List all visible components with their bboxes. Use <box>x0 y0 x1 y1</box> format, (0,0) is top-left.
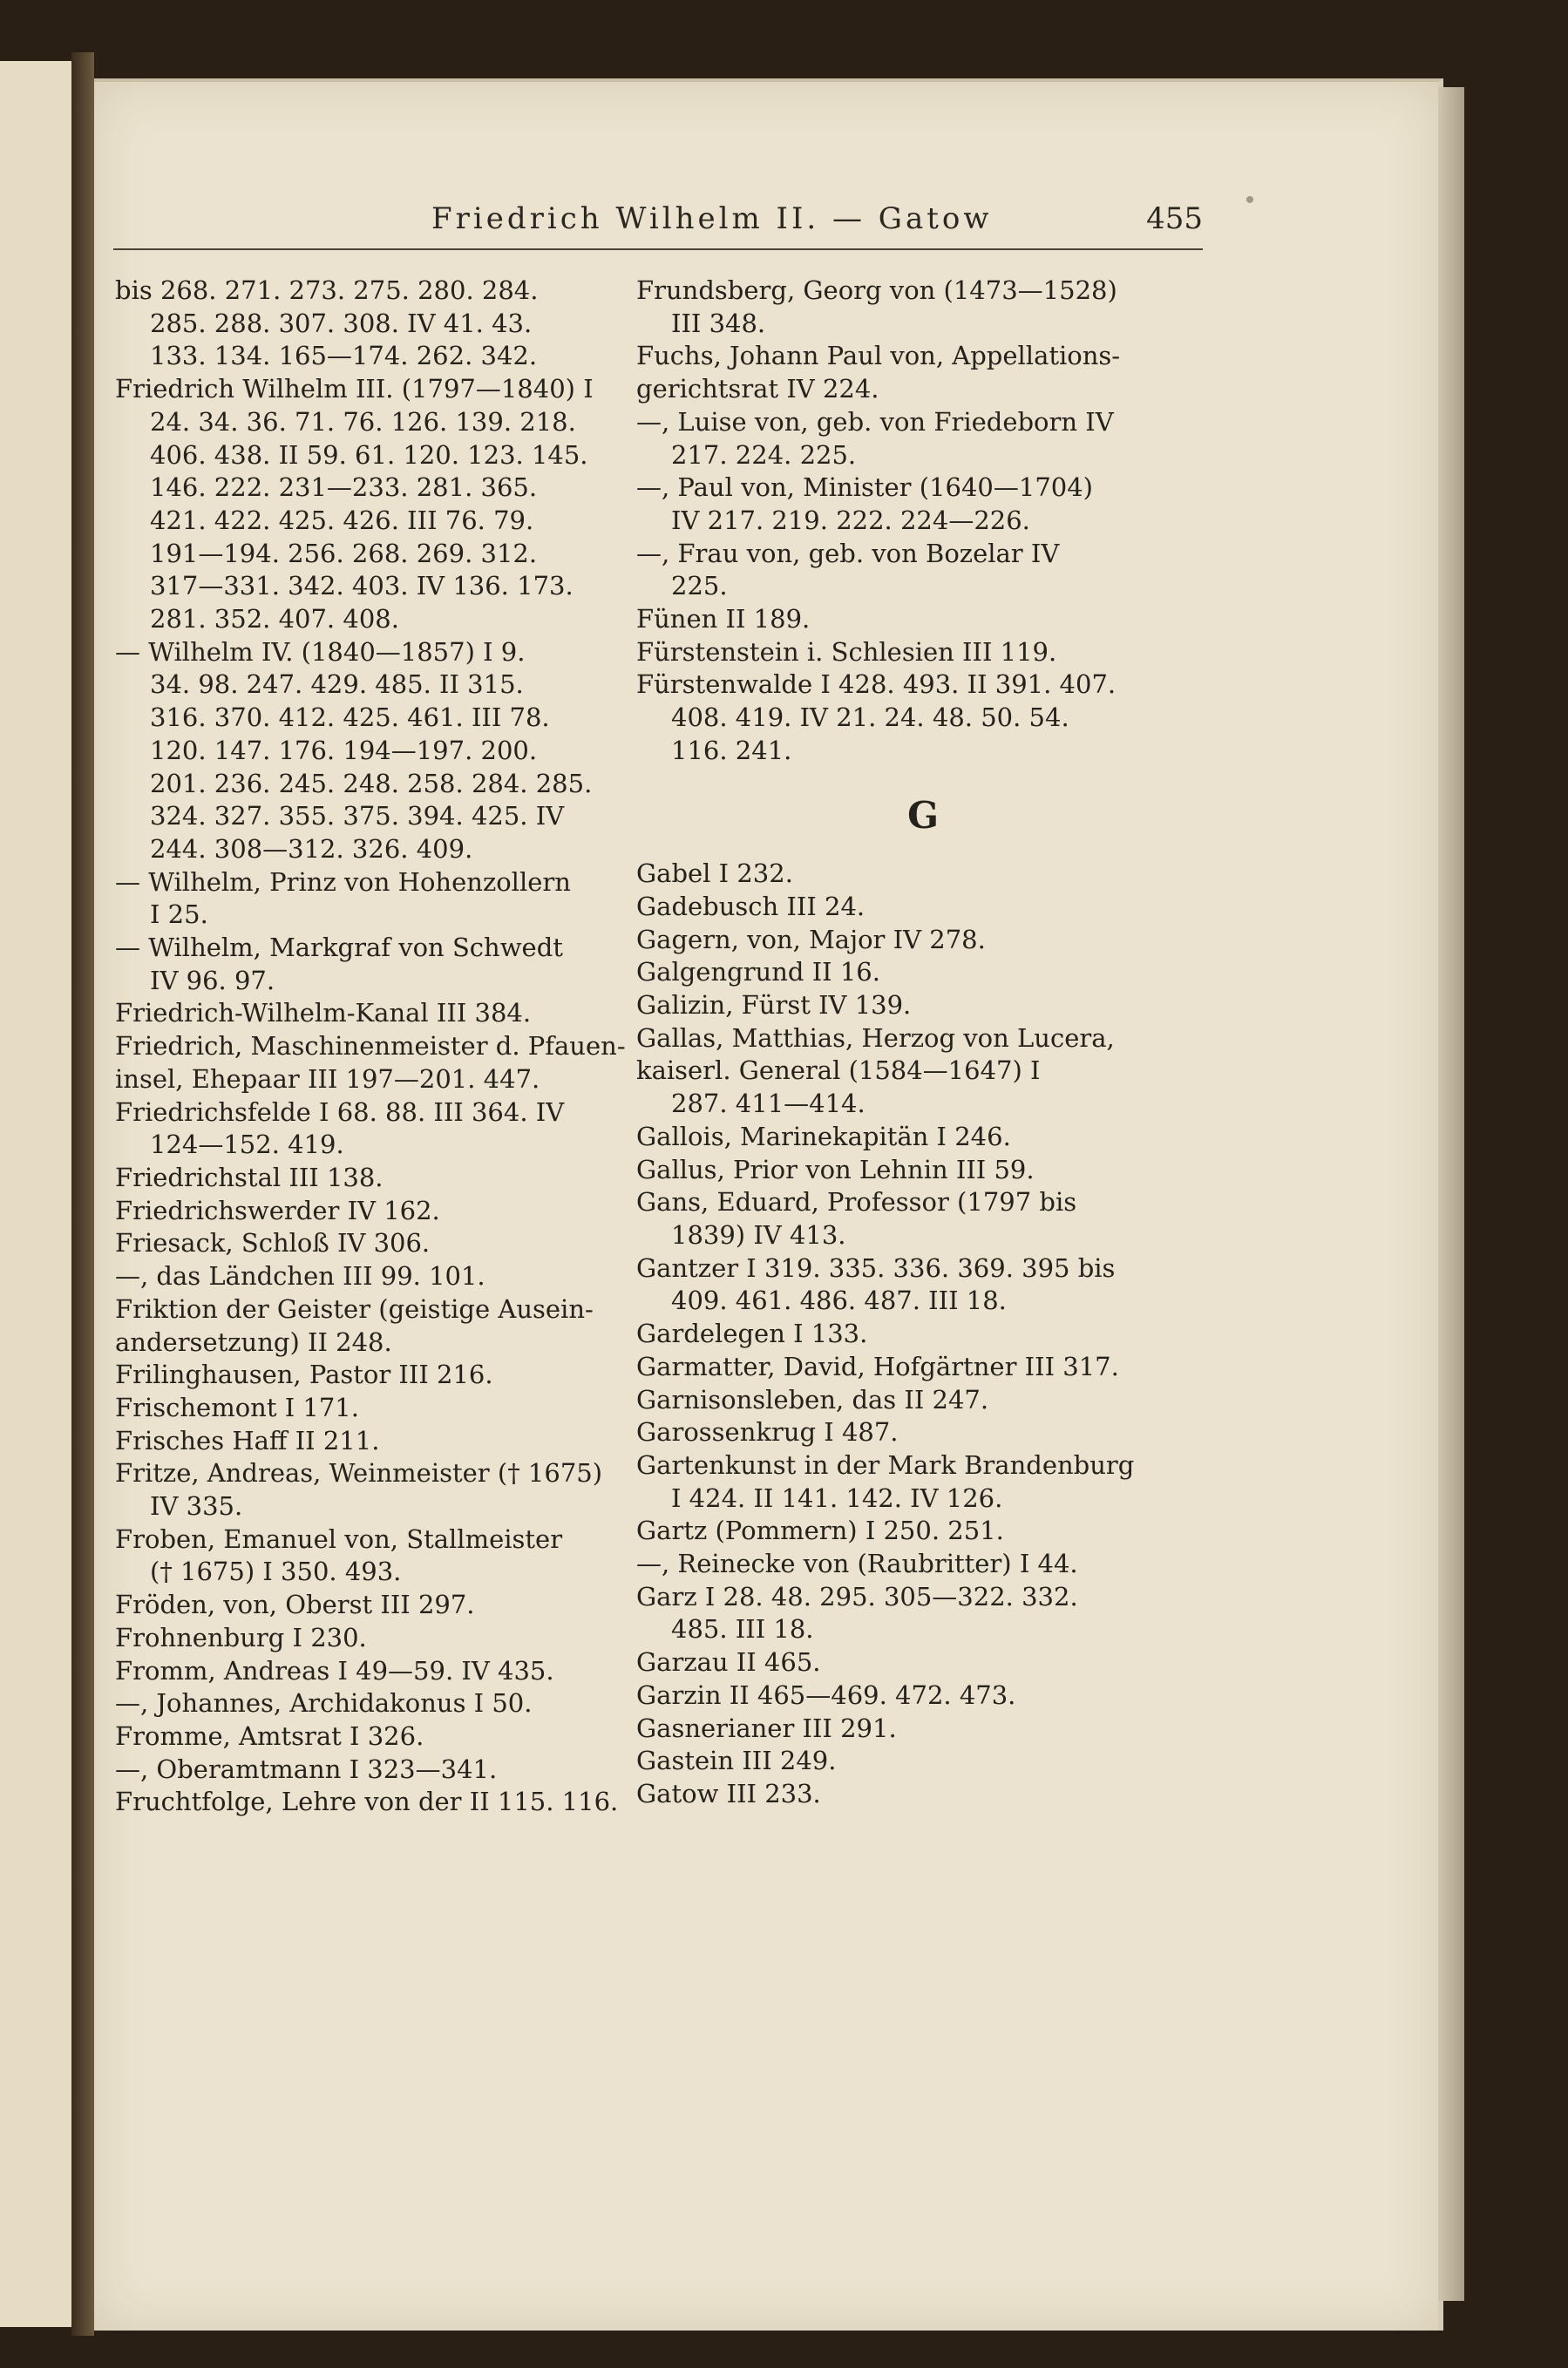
index-line: Gartz (Pommern) I 250. 251. <box>636 1516 1004 1546</box>
index-line: Gartenkunst in der Mark Brandenburg <box>636 1449 1135 1480</box>
right-column-top <box>636 275 1212 768</box>
index-line: 287. 411—414. <box>671 1089 865 1119</box>
index-line: Frischemont I 171. <box>115 1392 359 1422</box>
right-column <box>636 275 1212 1811</box>
index-line: IV 335. <box>150 1491 243 1522</box>
index-line: 34. 98. 247. 429. 485. II 315. <box>150 669 524 700</box>
index-line: Friedrichswerder IV 162. <box>115 1195 440 1225</box>
index-line: 408. 419. IV 21. 24. 48. 50. 54. <box>671 702 1069 733</box>
index-line: 244. 308—312. 326. 409. <box>150 833 473 864</box>
index-line: Friedrich Wilhelm III. (1797—1840) I <box>115 374 594 404</box>
index-line: Gagern, von, Major IV 278. <box>636 924 986 954</box>
index-line: Garzin II 465—469. 472. 473. <box>636 1679 1016 1710</box>
index-line: Frisches Haff II 211. <box>115 1425 380 1455</box>
index-line: 406. 438. II 59. 61. 120. 123. 145. <box>150 439 588 470</box>
index-line: Gallois, Marinekapitän I 246. <box>636 1121 1011 1151</box>
index-line: Fritze, Andreas, Weinmeister († 1675) <box>115 1458 603 1489</box>
book-gutter <box>71 52 94 2336</box>
index-line: IV 217. 219. 222. 224—226. <box>671 505 1030 535</box>
index-line: Friesack, Schloß IV 306. <box>115 1228 431 1259</box>
page-mark <box>1246 196 1253 203</box>
index-line: 120. 147. 176. 194—197. 200. <box>150 735 538 765</box>
section-letter: G <box>907 793 940 837</box>
index-line: 316. 370. 412. 425. 461. III 78. <box>150 702 550 733</box>
index-line: —, Johannes, Archidakonus I 50. <box>115 1688 533 1719</box>
index-line: Gallus, Prior von Lehnin III 59. <box>636 1154 1035 1184</box>
index-line: Gardelegen I 133. <box>636 1319 868 1349</box>
index-line: Gatow III 233. <box>636 1778 821 1808</box>
index-line: Fromme, Amtsrat I 326. <box>115 1720 424 1751</box>
index-line: Gantzer I 319. 335. 336. 369. 395 bis <box>636 1252 1116 1283</box>
index-line: Friedrichstal III 138. <box>115 1162 384 1192</box>
index-line: Gasnerianer III 291. <box>636 1713 897 1743</box>
index-line: Fromm, Andreas I 49—59. IV 435. <box>115 1655 554 1686</box>
index-line: bis 268. 271. 273. 275. 280. 284. <box>115 275 539 305</box>
index-line: Gabel I 232. <box>636 858 793 889</box>
index-line: Garzau II 465. <box>636 1647 821 1678</box>
index-line: 281. 352. 407. 408. <box>150 604 399 634</box>
index-line: 409. 461. 486. 487. III 18. <box>671 1286 1007 1316</box>
index-line: Fuchs, Johann Paul von, Appellations- <box>636 341 1121 371</box>
index-line: 217. 224. 225. <box>671 439 857 470</box>
index-line: —, Frau von, geb. von Bozelar IV <box>636 538 1060 568</box>
index-line: — Wilhelm IV. (1840—1857) I 9. <box>115 636 526 667</box>
index-line: Frilinghausen, Pastor III 216. <box>115 1360 493 1390</box>
running-header <box>113 196 1203 250</box>
index-line: 116. 241. <box>671 735 792 765</box>
index-line: — Wilhelm, Markgraf von Schwedt <box>115 933 563 963</box>
index-line: IV 96. 97. <box>150 965 275 995</box>
index-line: 1839) IV 413. <box>671 1219 846 1250</box>
index-line: Fünen II 189. <box>636 604 811 634</box>
index-line: insel, Ehepaar III 197—201. 447. <box>115 1063 540 1094</box>
index-line: Friedrich, Maschinenmeister d. Pfauen- <box>115 1031 626 1062</box>
index-line: Gastein III 249. <box>636 1746 837 1776</box>
index-line: 225. <box>671 571 728 601</box>
index-line: — Wilhelm, Prinz von Hohenzollern <box>115 866 571 897</box>
index-line: 201. 236. 245. 248. 258. 284. 285. <box>150 768 593 798</box>
index-line: gerichtsrat IV 224. <box>636 374 879 404</box>
page-number: 455 <box>1146 201 1203 236</box>
right-column-bottom <box>636 858 1212 1810</box>
index-line: Fürstenstein i. Schlesien III 119. <box>636 636 1057 667</box>
index-line: 421. 422. 425. 426. III 76. 79. <box>150 505 534 535</box>
index-line: —, Reinecke von (Raubritter) I 44. <box>636 1549 1078 1579</box>
index-line: III 348. <box>671 308 766 338</box>
index-line: I 25. <box>150 899 208 930</box>
index-line: 24. 34. 36. 71. 76. 126. 139. 218. <box>150 406 576 437</box>
index-line: Gadebusch III 24. <box>636 891 865 921</box>
left-column <box>115 275 690 1819</box>
index-line: 285. 288. 307. 308. IV 41. 43. <box>150 308 533 338</box>
index-line: 317—331. 342. 403. IV 136. 173. <box>150 571 574 601</box>
index-line: Garnisonsleben, das II 247. <box>636 1384 989 1415</box>
index-line: Galgengrund II 16. <box>636 957 880 987</box>
index-line: —, Luise von, geb. von Friedeborn IV <box>636 406 1114 437</box>
index-line: —, das Ländchen III 99. 101. <box>115 1261 485 1292</box>
index-line: 485. III 18. <box>671 1614 814 1645</box>
index-line: 324. 327. 355. 375. 394. 425. IV <box>150 801 565 831</box>
index-line: († 1675) I 350. 493. <box>150 1557 402 1587</box>
index-line: Friedrich-Wilhelm-Kanal III 384. <box>115 998 532 1028</box>
left-page-edge <box>0 61 74 2327</box>
index-line: kaiserl. General (1584—1647) I <box>636 1055 1041 1086</box>
header-title: Friedrich Wilhelm II. — Gatow <box>431 201 993 236</box>
index-line: Fruchtfolge, Lehre von der II 115. 116. <box>115 1787 619 1817</box>
index-line: Fröden, von, Oberst III 297. <box>115 1590 475 1620</box>
index-line: Garmatter, David, Hofgärtner III 317. <box>636 1351 1119 1381</box>
index-line: Frohnenburg I 230. <box>115 1622 367 1652</box>
index-line: Galizin, Fürst IV 139. <box>636 990 912 1021</box>
index-line: Gallas, Matthias, Herzog von Lucera, <box>636 1022 1115 1053</box>
index-line: Friedrichsfelde I 68. 88. III 364. IV <box>115 1096 565 1127</box>
index-line: Garz I 28. 48. 295. 305—322. 332. <box>636 1581 1078 1611</box>
index-line: Friktion der Geister (geistige Ausein- <box>115 1293 594 1324</box>
page-edge-right <box>1438 87 1464 2301</box>
index-line: Garossenkrug I 487. <box>636 1417 899 1448</box>
index-line: 191—194. 256. 268. 269. 312. <box>150 538 538 568</box>
index-line: —, Paul von, Minister (1640—1704) <box>636 472 1093 503</box>
index-line: —, Oberamtmann I 323—341. <box>115 1754 498 1784</box>
index-line: Froben, Emanuel von, Stallmeister <box>115 1523 563 1554</box>
index-line: 133. 134. 165—174. 262. 342. <box>150 341 538 371</box>
index-line: andersetzung) II 248. <box>115 1326 392 1357</box>
index-line: 124—152. 419. <box>150 1130 344 1160</box>
index-line: Gans, Eduard, Professor (1797 bis <box>636 1187 1077 1218</box>
index-line: I 424. II 141. 142. IV 126. <box>671 1483 1003 1513</box>
index-line: 146. 222. 231—233. 281. 365. <box>150 472 538 503</box>
index-line: Frundsberg, Georg von (1473—1528) <box>636 275 1117 305</box>
index-line: Fürstenwalde I 428. 493. II 391. 407. <box>636 669 1117 700</box>
